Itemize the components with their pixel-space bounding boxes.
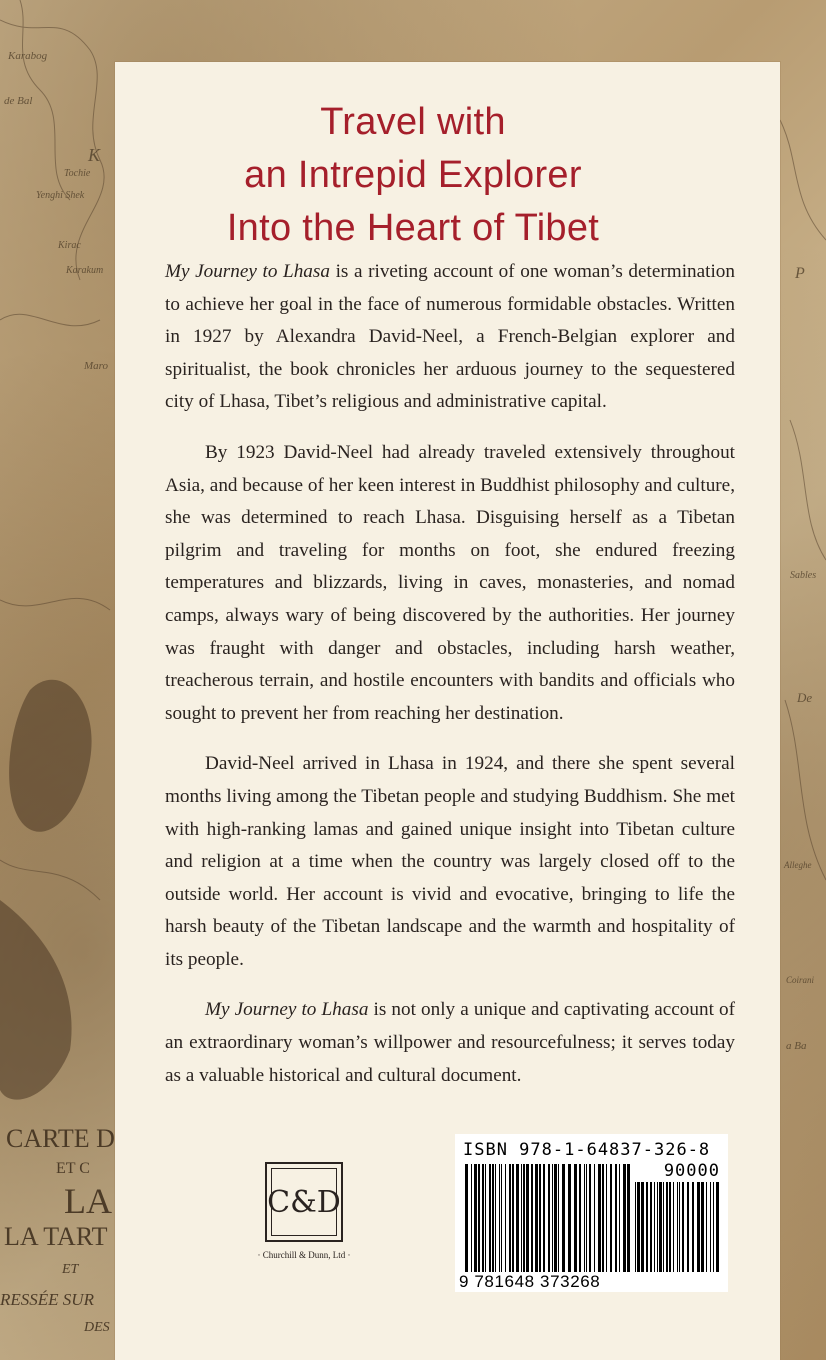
barcode-bars bbox=[465, 1164, 630, 1272]
cartouche-line: CARTE D bbox=[6, 1124, 115, 1153]
barcode-bar bbox=[478, 1164, 480, 1272]
cartouche-line: ET C bbox=[56, 1160, 90, 1177]
barcode-bar bbox=[646, 1182, 648, 1272]
barcode-bar bbox=[539, 1164, 541, 1272]
barcode-bar bbox=[697, 1182, 700, 1272]
cartouche-line: LA TART bbox=[4, 1222, 108, 1251]
title-line: an Intrepid Explorer bbox=[244, 154, 582, 196]
barcode-bar bbox=[602, 1164, 604, 1272]
barcode-bar bbox=[521, 1164, 522, 1272]
barcode-bar bbox=[586, 1164, 587, 1272]
blurb-text bbox=[165, 256, 735, 1110]
barcode-bar bbox=[552, 1164, 553, 1272]
barcode-bar bbox=[710, 1182, 711, 1272]
barcode-bar bbox=[499, 1164, 500, 1272]
paragraph-text: is not only a unique and captivating account of an extraordinary woman’s willpower and resourcefulness; it serves today as a valuable historical and cultural document. bbox=[165, 999, 735, 1086]
barcode-bar bbox=[627, 1164, 630, 1272]
book-title-italic: My Journey to Lhasa bbox=[165, 261, 330, 282]
barcode-bar bbox=[598, 1164, 601, 1272]
barcode-bar bbox=[687, 1182, 689, 1272]
barcode-bar bbox=[523, 1164, 525, 1272]
barcode-bar bbox=[615, 1164, 617, 1272]
barcode-bar bbox=[505, 1164, 506, 1272]
barcode-bar bbox=[568, 1164, 571, 1272]
barcode-bar bbox=[509, 1164, 511, 1272]
barcode-bar bbox=[666, 1182, 668, 1272]
cover-title bbox=[0, 96, 826, 255]
map-label: Alleghe bbox=[784, 860, 812, 870]
ean-digits: 9 781648 373268 bbox=[459, 1272, 601, 1291]
barcode-bar bbox=[713, 1182, 714, 1272]
cartouche-line: DES bbox=[84, 1320, 110, 1335]
title-line: Into the Heart of Tibet bbox=[226, 207, 600, 249]
barcode-bar bbox=[579, 1164, 581, 1272]
barcode-bar bbox=[465, 1164, 468, 1272]
barcode-bar bbox=[589, 1164, 591, 1272]
barcode-bar bbox=[485, 1164, 486, 1272]
map-label: a Ba bbox=[786, 1040, 807, 1052]
barcode-bar bbox=[606, 1164, 607, 1272]
blurb-paragraph bbox=[165, 994, 735, 1092]
barcode-bar bbox=[635, 1182, 636, 1272]
paragraph-text: By 1923 David-Neel had already traveled extensively throughout Asia, and because of her keen interest in Buddhist philosophy and culture, she was determined to reach Lhasa. Disguising herself as a Tibetan pilgrim and traveling for months on foot, she endured freezing temperatures and blizzards, living in caves, monasteries, and nomad camps, always wary of being discovered by the authorities. Her journey was fraught with danger and obstacles, including harsh weather, treacherous terrain, and hostile encounters with bandits and officials who sought to prevent her from reaching her destination. bbox=[165, 441, 735, 724]
barcode-bar bbox=[679, 1182, 680, 1272]
barcode-bar bbox=[584, 1164, 585, 1272]
title-line: Travel with bbox=[320, 101, 506, 143]
map-label: Tochie bbox=[64, 168, 91, 179]
isbn-barcode bbox=[455, 1134, 728, 1292]
barcode-bar bbox=[650, 1182, 652, 1272]
barcode-bar bbox=[619, 1164, 620, 1272]
barcode-bar bbox=[663, 1182, 664, 1272]
map-label: Karabog bbox=[8, 50, 48, 62]
barcode-bar bbox=[512, 1164, 514, 1272]
map-label: Karakum bbox=[66, 265, 104, 276]
barcode-bar bbox=[641, 1182, 644, 1272]
map-label: Coirani bbox=[786, 975, 815, 985]
publisher-name: · Churchill & Dunn, Ltd · bbox=[257, 1250, 351, 1260]
barcode-bar bbox=[594, 1164, 595, 1272]
barcode-bar bbox=[543, 1164, 545, 1272]
barcode-bar bbox=[474, 1164, 477, 1272]
barcode-bar bbox=[482, 1164, 484, 1272]
blurb-paragraph bbox=[165, 437, 735, 730]
barcode-bar bbox=[531, 1164, 533, 1272]
map-label: de Bal bbox=[4, 95, 33, 107]
barcode-bar bbox=[701, 1182, 704, 1272]
barcode-bar bbox=[554, 1164, 557, 1272]
map-label: Sables bbox=[790, 570, 817, 581]
barcode-bar bbox=[526, 1164, 529, 1272]
barcode-bar bbox=[659, 1182, 662, 1272]
barcode-bar bbox=[673, 1182, 674, 1272]
cartouche-line: ET bbox=[62, 1262, 79, 1277]
barcode-bar bbox=[471, 1164, 472, 1272]
barcode-bar bbox=[489, 1164, 491, 1272]
barcode-bar bbox=[623, 1164, 626, 1272]
barcode-bar bbox=[574, 1164, 577, 1272]
barcode-bar bbox=[558, 1164, 559, 1272]
barcode-addon-bars bbox=[635, 1182, 720, 1272]
barcode-bar bbox=[669, 1182, 671, 1272]
barcode-bar bbox=[610, 1164, 612, 1272]
logo-frame bbox=[265, 1162, 343, 1242]
blurb-paragraph bbox=[165, 256, 735, 419]
isbn-label: ISBN 978-1-64837-326-8 bbox=[463, 1140, 711, 1160]
barcode-bar bbox=[495, 1164, 496, 1272]
price-code: 90000 bbox=[663, 1161, 720, 1181]
barcode-bar bbox=[692, 1182, 694, 1272]
barcode-bar bbox=[516, 1164, 519, 1272]
barcode-bar bbox=[682, 1182, 684, 1272]
map-label: P bbox=[795, 265, 805, 282]
map-label: Yenghi Shek bbox=[36, 190, 85, 201]
paragraph-text: David-Neel arrived in Lhasa in 1924, and there she spent several months living among the Tibetan people and studying Buddhism. She met with high-ranking lamas and gained unique insight into Tibetan culture and religion at a time when the country was largely closed off to the outside world. Her account is vivid and evocative, bringing to life the harsh beauty of the Tibetan landscape and the warmth and hospitality of its people. bbox=[165, 753, 735, 970]
barcode-bar bbox=[657, 1182, 658, 1272]
blurb-paragraph bbox=[165, 748, 735, 976]
barcode-bar bbox=[706, 1182, 707, 1272]
barcode-bar bbox=[716, 1182, 719, 1272]
map-label: De bbox=[797, 690, 813, 705]
barcode-bar bbox=[562, 1164, 565, 1272]
paragraph-text: is a riveting account of one woman’s determination to achieve her goal in the face of numerous formidable obstacles. Written in 1927 by Alexandra David-Neel, a French-Belgian explorer and spiritualist, the book chronicles her arduous journey to the sequestered city of Lhasa, Tibet’s religious and administrative capital. bbox=[165, 261, 735, 413]
barcode-bar bbox=[637, 1182, 640, 1272]
barcode-bar bbox=[492, 1164, 494, 1272]
publisher-logo bbox=[239, 1162, 369, 1272]
book-title-italic: My Journey to Lhasa bbox=[205, 999, 369, 1021]
barcode-bar bbox=[501, 1164, 502, 1272]
barcode-bar bbox=[535, 1164, 538, 1272]
barcode-bar bbox=[677, 1182, 678, 1272]
map-label: Kirac bbox=[58, 240, 81, 251]
cartouche-line: LA bbox=[64, 1181, 112, 1221]
barcode-bar bbox=[548, 1164, 550, 1272]
barcode-bar bbox=[654, 1182, 655, 1272]
map-label: Maro bbox=[84, 360, 109, 372]
logo-monogram: C&D bbox=[267, 1184, 341, 1220]
cartouche-line: RESSÉE SUR bbox=[0, 1290, 94, 1309]
map-label: K bbox=[88, 145, 101, 165]
